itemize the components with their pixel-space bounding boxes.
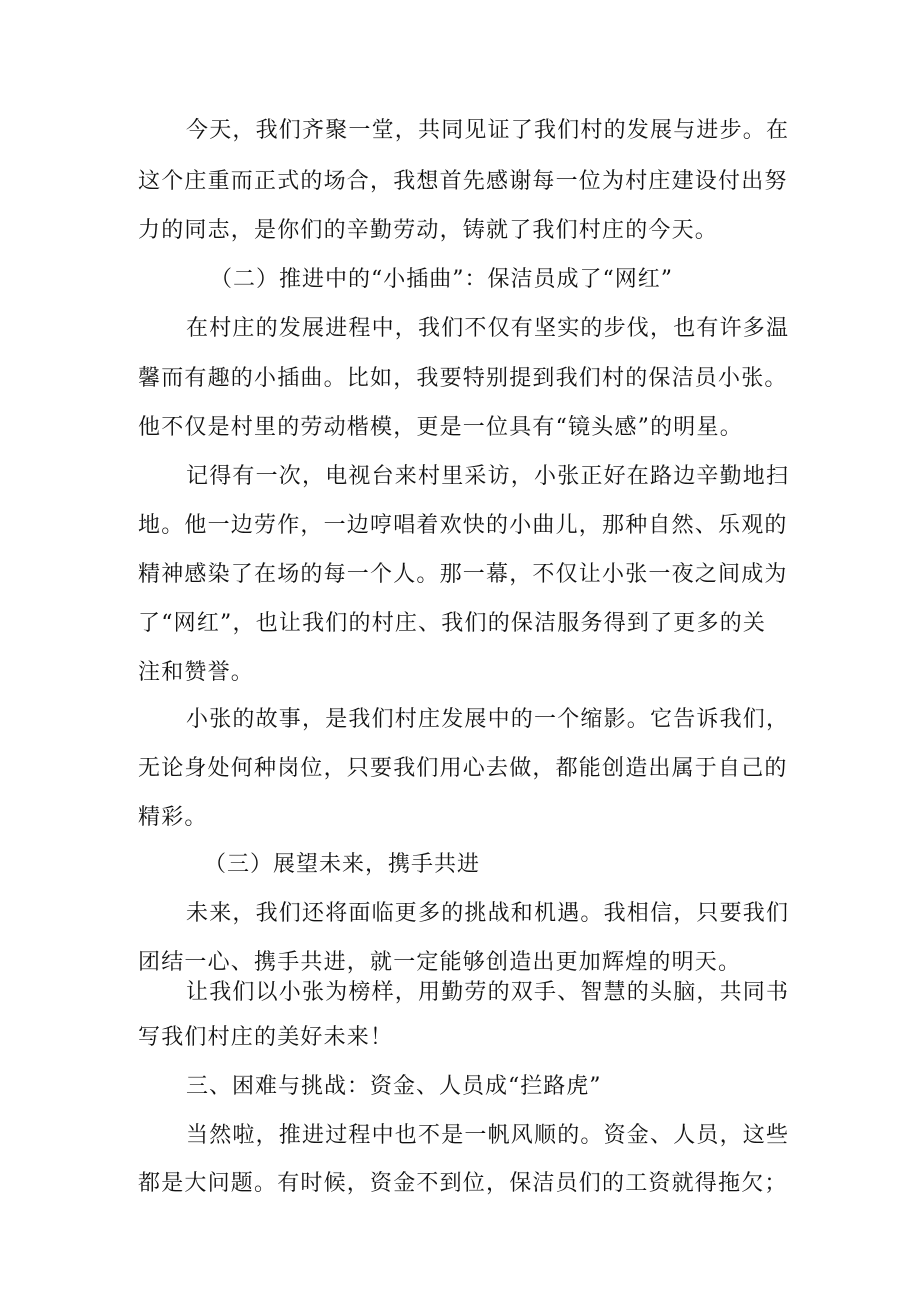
paragraph-line: 让我们以小张为榜样，用勤劳的双手、智慧的头脑，共同书 <box>186 980 790 1005</box>
paragraph-line: 精神感染了在场的每一个人。那一幕，不仅让小张一夜之间成为 <box>138 562 788 587</box>
paragraph-line: 这个庄重而正式的场合，我想首先感谢每一位为村庄建设付出努 <box>138 169 788 194</box>
paragraph-line: 今天，我们齐聚一堂，共同见证了我们村的发展与进步。在 <box>186 118 790 143</box>
paragraph-line: 写我们村庄的美好未来！ <box>138 1025 394 1050</box>
paragraph-line: 精彩。 <box>138 805 208 830</box>
paragraph-line: 未来，我们还将面临更多的挑战和机遇。我相信，只要我们 <box>186 901 790 926</box>
paragraph-line: 都是大问题。有时候，资金不到位，保洁员们的工资就得拖欠； <box>138 1171 788 1196</box>
chapter-heading: 三、困难与挑战：资金、人员成“拦路虎” <box>186 1074 602 1099</box>
section-heading: （二）推进中的“小插曲”：保洁员成了“网红” <box>210 267 673 292</box>
paragraph-line: 无论身处何种岗位，只要我们用心去做，都能创造出属于自己的 <box>138 756 788 781</box>
paragraph-line: 他不仅是村里的劳动楷模，更是一位具有“镜头感”的明星。 <box>138 415 743 440</box>
paragraph-line: 了“网红”，也让我们的村庄、我们的保洁服务得到了更多的关 <box>138 611 767 636</box>
paragraph-line: 力的同志，是你们的辛勤劳动，铸就了我们村庄的今天。 <box>138 218 719 243</box>
paragraph-line: 小张的故事，是我们村庄发展中的一个缩影。它告诉我们， <box>186 707 790 732</box>
paragraph-line: 在村庄的发展进程中，我们不仅有坚实的步伐，也有许多温 <box>186 316 790 341</box>
section-heading: （三）展望未来，携手共进 <box>204 852 481 877</box>
paragraph-line: 注和赞誉。 <box>138 660 255 685</box>
paragraph-line: 记得有一次，电视台来村里采访，小张正好在路边辛勤地扫 <box>186 464 790 489</box>
paragraph-line: 团结一心、携手共进，就一定能够创造出更加辉煌的明天。 <box>138 950 742 975</box>
paragraph-line: 当然啦，推进过程中也不是一帆风顺的。资金、人员，这些 <box>186 1123 790 1148</box>
paragraph-line: 地。他一边劳作，一边哼唱着欢快的小曲儿，那种自然、乐观的 <box>138 513 788 538</box>
paragraph-line: 馨而有趣的小插曲。比如，我要特别提到我们村的保洁员小张。 <box>138 366 788 391</box>
